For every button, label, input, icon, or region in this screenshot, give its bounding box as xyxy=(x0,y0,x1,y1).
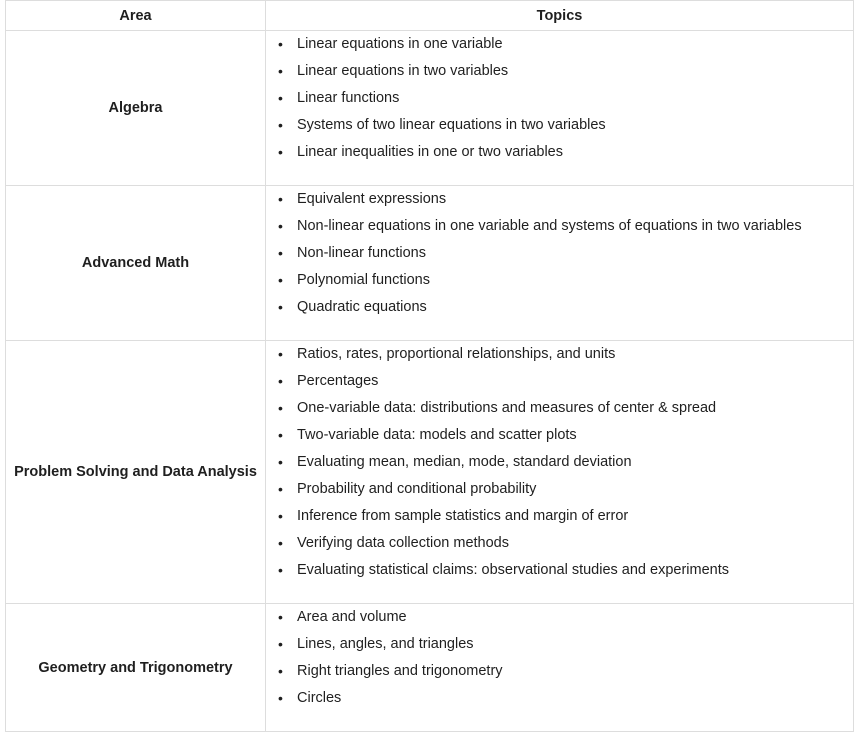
bullet-icon: • xyxy=(278,481,283,497)
list-item xyxy=(278,90,853,118)
topic-text: Two-variable data: models and scatter plots xyxy=(297,427,577,443)
bullet-icon: • xyxy=(278,508,283,524)
topic-text: Area and volume xyxy=(297,609,407,625)
topic-text: One-variable data: distributions and measures of center & spread xyxy=(297,400,717,416)
bullet-icon: • xyxy=(278,63,283,79)
bullet-icon: • xyxy=(278,427,283,443)
bullet-icon: • xyxy=(278,609,283,625)
topic-text: Linear functions xyxy=(297,90,400,106)
bullet-icon: • xyxy=(278,454,283,470)
bullet-icon: • xyxy=(278,562,283,578)
topic-text: Systems of two linear equations in two variables xyxy=(297,117,606,133)
list-item xyxy=(278,117,853,145)
topic-text: Right triangles and trigonometry xyxy=(297,663,503,679)
topics-table-container xyxy=(5,0,853,732)
topic-text: Lines, angles, and triangles xyxy=(297,636,474,652)
list-item xyxy=(278,454,853,482)
list-item xyxy=(278,427,853,455)
bullet-icon: • xyxy=(278,36,283,52)
header-area: Area xyxy=(6,1,266,31)
bullet-icon: • xyxy=(278,245,283,261)
table-body xyxy=(6,31,854,732)
list-item xyxy=(278,144,853,172)
topic-text: Quadratic equations xyxy=(297,299,427,315)
topic-text: Polynomial functions xyxy=(297,272,430,288)
list-item xyxy=(278,346,853,374)
bullet-icon: • xyxy=(278,400,283,416)
topic-text: Circles xyxy=(297,690,342,706)
topic-text: Linear inequalities in one or two variables xyxy=(297,144,563,160)
bullet-icon: • xyxy=(278,690,283,706)
topic-text: Ratios, rates, proportional relationships, and units xyxy=(297,346,616,362)
topics-cell xyxy=(266,31,854,186)
topic-text: Non-linear functions xyxy=(297,245,426,261)
list-item xyxy=(278,663,853,691)
bullet-icon: • xyxy=(278,373,283,389)
topic-text: Inference from sample statistics and margin of error xyxy=(297,508,629,524)
list-item xyxy=(278,481,853,509)
table-row xyxy=(6,604,854,732)
list-item xyxy=(278,609,853,637)
list-item xyxy=(278,373,853,401)
topics-list xyxy=(266,347,853,590)
topics-cell xyxy=(266,604,854,732)
topic-text: Evaluating mean, median, mode, standard deviation xyxy=(297,454,632,470)
bullet-icon: • xyxy=(278,218,283,234)
list-item xyxy=(278,272,853,300)
header-row xyxy=(6,1,854,31)
list-item xyxy=(278,400,853,428)
bullet-icon: • xyxy=(278,535,283,551)
topic-text: Evaluating statistical claims: observational studies and experiments xyxy=(297,562,729,578)
area-cell: Algebra xyxy=(6,31,266,186)
topic-text: Equivalent expressions xyxy=(297,191,447,207)
header-topics: Topics xyxy=(266,1,854,31)
table-row xyxy=(6,341,854,604)
list-item xyxy=(278,245,853,273)
topic-text: Linear equations in two variables xyxy=(297,63,509,79)
bullet-icon: • xyxy=(278,663,283,679)
topics-cell xyxy=(266,341,854,604)
bullet-icon: • xyxy=(278,117,283,133)
topic-text: Non-linear equations in one variable and systems of equations in two variables xyxy=(297,218,802,234)
list-item xyxy=(278,535,853,563)
topic-text: Linear equations in one variable xyxy=(297,36,503,52)
topics-table xyxy=(5,0,854,732)
list-item xyxy=(278,63,853,91)
topic-text: Probability and conditional probability xyxy=(297,481,537,497)
table-row xyxy=(6,31,854,186)
bullet-icon: • xyxy=(278,144,283,160)
area-cell: Problem Solving and Data Analysis xyxy=(6,341,266,604)
table-row xyxy=(6,186,854,341)
bullet-icon: • xyxy=(278,636,283,652)
bullet-icon: • xyxy=(278,272,283,288)
list-item xyxy=(278,191,853,219)
topics-list xyxy=(266,610,853,718)
bullet-icon: • xyxy=(278,90,283,106)
area-cell: Advanced Math xyxy=(6,186,266,341)
list-item xyxy=(278,690,853,718)
topic-text: Percentages xyxy=(297,373,379,389)
topics-list xyxy=(266,37,853,172)
list-item xyxy=(278,508,853,536)
topic-text: Verifying data collection methods xyxy=(297,535,509,551)
bullet-icon: • xyxy=(278,299,283,315)
list-item xyxy=(278,299,853,327)
list-item xyxy=(278,562,853,590)
area-cell: Geometry and Trigonometry xyxy=(6,604,266,732)
topics-cell xyxy=(266,186,854,341)
list-item xyxy=(278,636,853,664)
topics-list xyxy=(266,192,853,327)
bullet-icon: • xyxy=(278,346,283,362)
list-item xyxy=(278,36,853,64)
bullet-icon: • xyxy=(278,191,283,207)
list-item xyxy=(278,218,853,246)
